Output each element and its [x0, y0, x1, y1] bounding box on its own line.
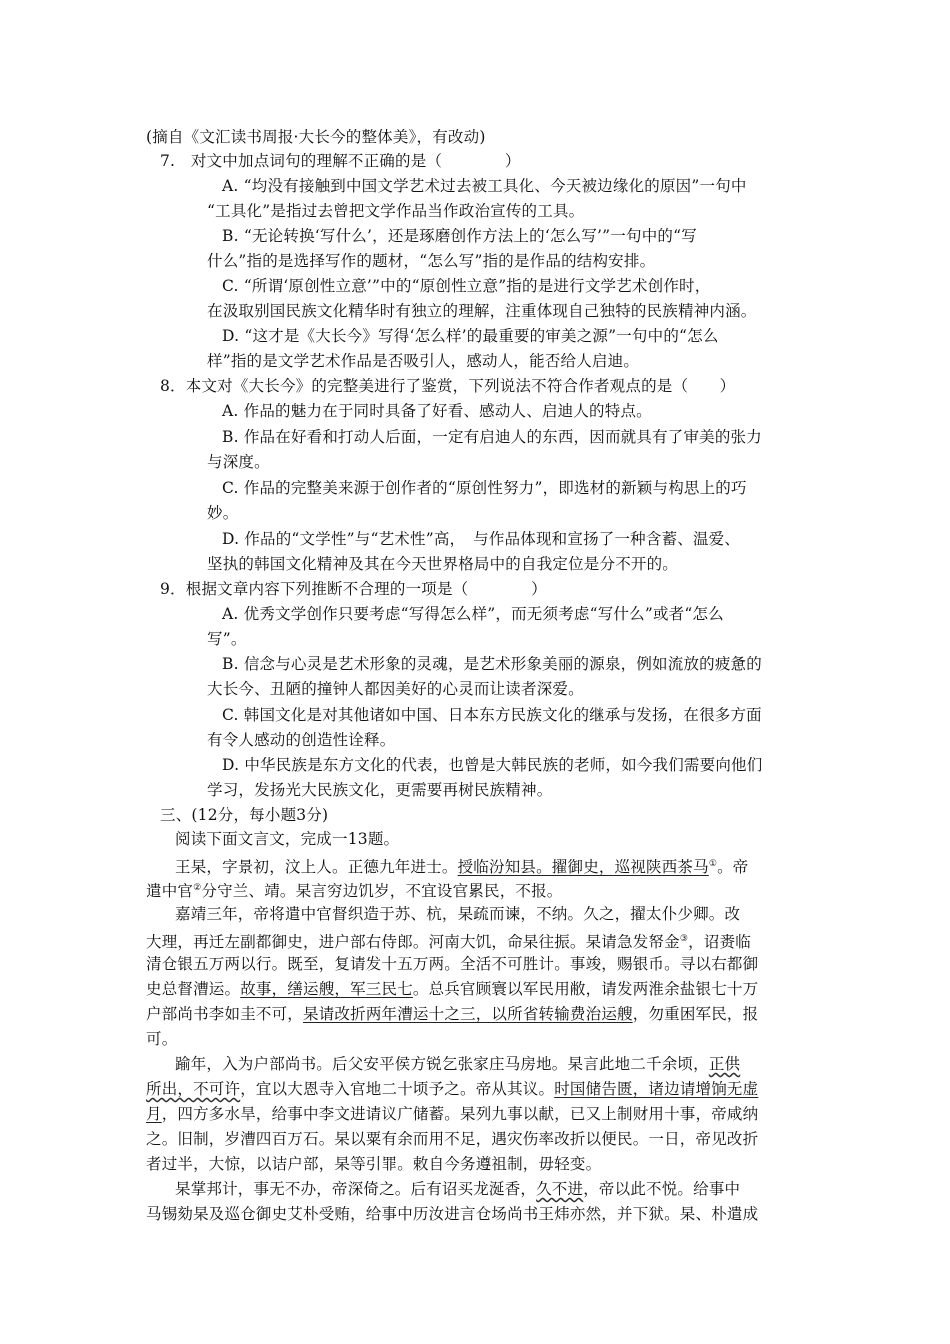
- underlined-sentence: 故事，缮运艘，军三民七: [240, 980, 413, 998]
- q9-option-a-line1: A. 优秀文学创作只要考虑“写得怎么样”，而无须考虑“写什么”或者“怎么: [222, 605, 724, 623]
- source-note: (摘自《文汇读书周报·大长今的整体美》，有改动): [146, 128, 486, 146]
- passage-text: 分守兰、靖。杲言穷边饥岁，不宜设官累民，不报。: [201, 882, 563, 901]
- q7-option-b-line1: B. “无论转换‘写什么’，还是琢磨创作方法上的‘怎么写’”一句中的“写: [222, 227, 697, 245]
- passage-p3-line1: [175, 1054, 740, 1074]
- passage-text: 遣中官: [146, 882, 194, 901]
- q9-option-a-line2: 写”。: [207, 630, 247, 648]
- q8-option-a-line1: A. 作品的魅力在于同时具备了好看、感动人、启迪人的特点。: [222, 402, 652, 420]
- underlined-sentence: 授临汾知县。擢御史，巡视陕西茶马: [457, 858, 709, 877]
- q9-option-d-line2: 学习，发扬光大民族文化，更需要再树民族精神。: [207, 781, 553, 799]
- wavy-underlined-phrase: 所出，不可许: [146, 1080, 241, 1098]
- passage-text: 王杲，字景初，汶上人。正德九年进士。: [175, 858, 458, 877]
- passage-p3-line5: 者过半，大惊，以诘户部，杲等引罪。敕自今务遵祖制，毋轻变。: [146, 1155, 602, 1173]
- passage-p4-line1: [175, 1179, 740, 1199]
- passage-text: ，帝以此不悦。给事中: [583, 1180, 741, 1198]
- passage-p2-line2: [146, 929, 751, 952]
- passage-text: ，四方多水旱，给事中李文进请议广储蓄。杲列九事以献，已又上制财用十事，帝咸纳: [161, 1105, 759, 1123]
- q7-option-c-line1: C. “所谓‘原创性立意’”中的“原创性立意”指的是进行文学艺术创作时，: [222, 277, 711, 295]
- q9-option-b-line1: B. 信念与心灵是艺术形象的灵魂，是艺术形象美丽的源泉，例如流放的疲惫的: [222, 655, 762, 673]
- wavy-underlined-phrase: 正供: [708, 1055, 741, 1073]
- passage-text: 。帝: [717, 858, 749, 877]
- q8-stem: 8．本文对《大长今》的完整美进行了鉴赏，下列说法不符合作者观点的是（ ）: [160, 377, 736, 395]
- q7-option-a-line1: A. “均没有接触到中国文学艺术过去被工具化、今天被边缘化的原因”一句中: [222, 177, 747, 195]
- passage-text: ，宜以大恩寺入官地二十顷予之。帝从其议。: [240, 1080, 555, 1098]
- underlined-sentence: 时国储告匮，诸边请增饷无虚: [554, 1080, 759, 1098]
- passage-text: 大理，再迁左副都御史，进户部右侍郎。河南大饥，命杲往振。杲请急发帑金: [146, 933, 680, 952]
- passage-text: ，诏赉临: [688, 933, 751, 952]
- q7-option-b-line2: 什么”指的是选择写作的题材，“怎么写”指的是作品的结构安排。: [207, 252, 656, 270]
- footnote-marker: ①: [708, 859, 718, 869]
- q8-option-c-line2: 妙。: [207, 504, 239, 522]
- passage-p4-line2: 马锡劾杲及巡仓御史艾朴受贿，给事中历汝进言仓场尚书王炜亦然，并下狱。杲、朴遣成: [146, 1205, 759, 1223]
- passage-p3-line2: [146, 1079, 758, 1099]
- q9-option-c-line2: 有令人感动的创造性诠释。: [207, 731, 396, 749]
- underlined-sentence: 月: [146, 1105, 162, 1123]
- passage-text: 杲掌邦计，事无不办，帝深倚之。后有诏买龙涎香，: [175, 1180, 537, 1198]
- q7-option-d-line1: D. “这才是《大长今》写得‘怎么样’的最重要的审美之源”一句中的“怎么: [222, 327, 719, 345]
- passage-p2-line5: [146, 1004, 758, 1024]
- passage-p2-line1: 嘉靖三年，帝将遣中官督织造于苏、杭，杲疏而谏，不纳。久之，擢太仆少卿。改: [175, 905, 741, 923]
- section3-heading: 三、(12分，每小题3分): [160, 806, 329, 824]
- q7-option-a-line2: “工具化”是指过去曾把文学作品当作政治宣传的工具。: [207, 202, 585, 220]
- underlined-sentence: 杲请改折两年漕运十之三，以所省转输费治运艘: [303, 1005, 633, 1023]
- q9-stem: 9．根据文章内容下列推断不合理的一项是（ ）: [160, 580, 547, 598]
- wavy-underlined-phrase: 久不进: [536, 1180, 584, 1198]
- passage-p3-line4: 之。旧制，岁漕四百万石。杲以粟有余而用不足，遇灾伤率改折以便民。一日，帝见改折: [146, 1130, 759, 1148]
- q8-option-c-line1: C. 作品的完整美来源于创作者的“原创性努力”，即选材的新颖与构思上的巧: [222, 479, 747, 497]
- passage-text: 。总兵官顾寰以军民用敝，请发两淮余盐银七十万: [412, 980, 759, 998]
- passage-p2-line6: 可。: [146, 1030, 178, 1048]
- passage-p2-line3: 清仓银五万两以行。既至，复请发十五万两。全活不可胜计。事竣，赐银币。寻以右都御: [146, 955, 759, 973]
- q9-option-c-line1: C. 韩国文化是对其他诸如中国、日本东方民族文化的继承与发扬，在很多方面: [222, 706, 762, 724]
- q7-option-c-line2: 在汲取别国民族文化精华时有独立的理解，注重体现自己独特的民族精神内涵。: [207, 302, 757, 320]
- passage-p2-line4: [146, 979, 758, 999]
- q7-stem: 7. 对文中加点词句的理解不正确的是（ ）: [160, 152, 521, 170]
- q8-option-b-line1: B. 作品在好看和打动人后面，一定有启迪人的东西，因而就具有了审美的张力: [222, 428, 762, 446]
- passage-text: ，勿重困军民，报: [632, 1005, 759, 1023]
- passage-text: 踰年，入为户部尚书。后父安平侯方锐乞张家庄马房地。杲言此地二千余顷，: [175, 1055, 709, 1073]
- q8-option-d-line1: D. 作品的“文学性”与“艺术性”高， 与作品体现和宣扬了一种含蓄、温爱、: [222, 530, 741, 548]
- section3-intro: 阅读下面文言文，完成一13题。: [175, 830, 400, 848]
- q8-option-b-line2: 与深度。: [207, 453, 270, 471]
- passage-p1-line2: [146, 878, 563, 901]
- footnote-marker: ②: [193, 883, 202, 893]
- q7-option-d-line2: 样”指的是文学艺术作品是否吸引人，感动人，能否给人启迪。: [207, 352, 640, 370]
- q9-option-d-line1: D. 中华民族是东方文化的代表，也曾是大韩民族的老师，如今我们需要向他们: [222, 756, 763, 774]
- passage-text: 户部尚书李如圭不可，: [146, 1005, 304, 1023]
- passage-p3-line3: [146, 1104, 758, 1124]
- footnote-marker: ③: [679, 934, 689, 944]
- passage-p1-line1: [175, 854, 749, 877]
- q8-option-d-line2: 坚执的韩国文化精神及其在今天世界格局中的自我定位是分不开的。: [207, 555, 679, 573]
- q9-option-b-line2: 大长今、丑陋的撞钟人都因美好的心灵而让读者深爱。: [207, 680, 584, 698]
- passage-text: 史总督漕运。: [146, 980, 241, 998]
